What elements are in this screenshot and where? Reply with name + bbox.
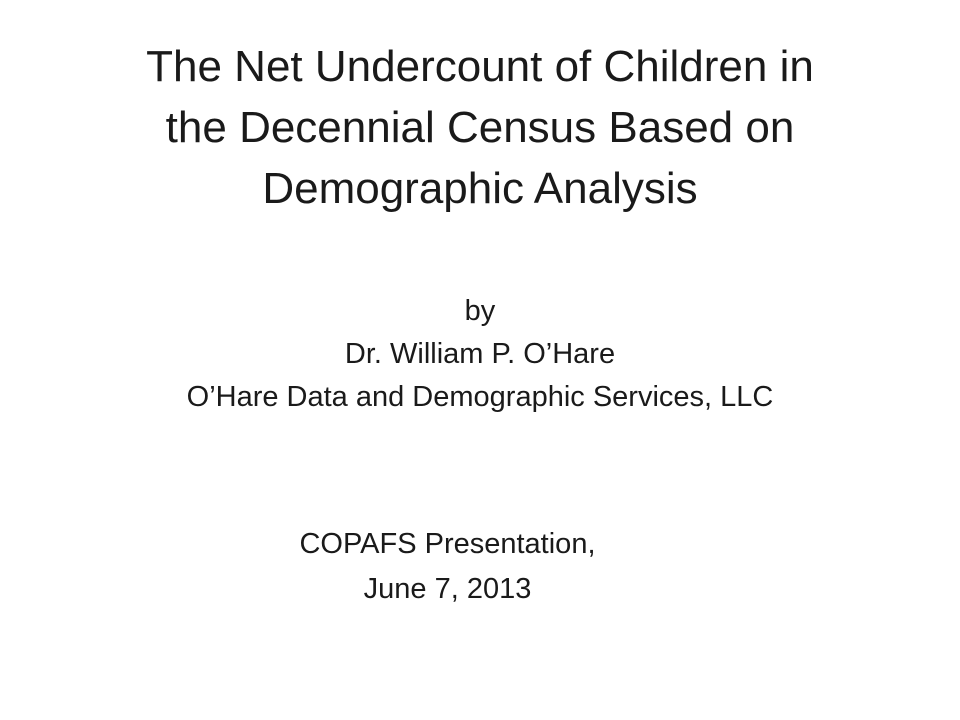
title-line-1: The Net Undercount of Children in [146, 42, 814, 91]
title-line-2: the Decennial Census Based on [165, 103, 795, 152]
byline [60, 290, 900, 419]
author-affiliation: O’Hare Data and Demographic Services, LLC [186, 381, 774, 413]
byline-by: by [464, 295, 496, 327]
presentation-date: June 7, 2013 [363, 573, 532, 605]
presentation-info [200, 522, 695, 612]
title-line-3: Demographic Analysis [262, 164, 698, 213]
presentation-event: COPAFS Presentation, [299, 528, 596, 560]
author-name: Dr. William P. O’Hare [344, 338, 616, 370]
slide-title [60, 36, 900, 219]
